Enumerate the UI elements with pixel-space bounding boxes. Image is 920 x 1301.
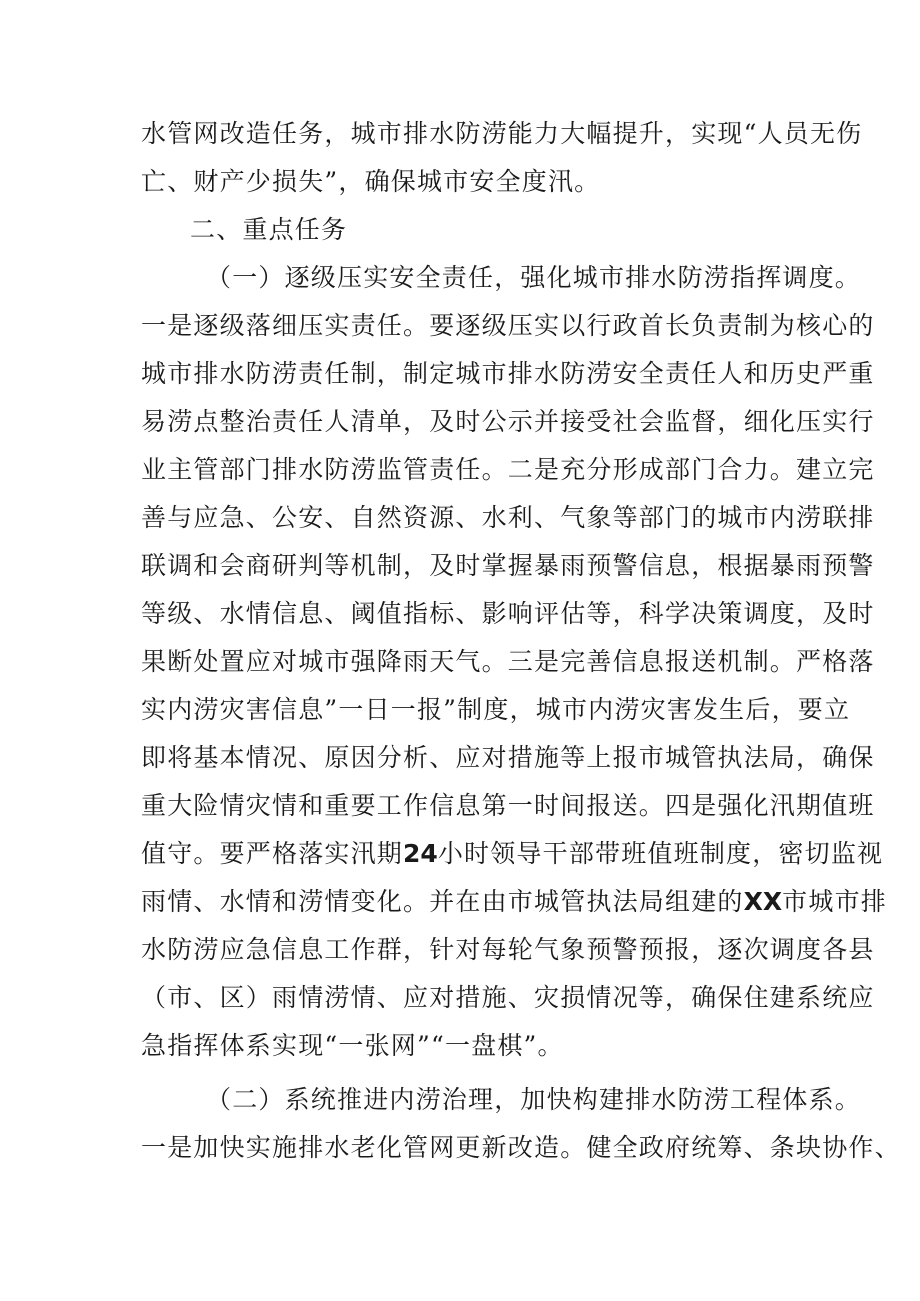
text-line: 实内涝灾害信息”一日一报”制度，城市内涝灾害发生后，要立 <box>141 695 851 724</box>
text-line: 水防涝应急信息工作群，针对每轮气象预警预报，逐次调度各县 <box>141 935 875 964</box>
text-line: 一是逐级落细压实责任。要逐级压实以行政首长负责制为核心的 <box>141 311 875 340</box>
subsection-heading: （一）逐级压实安全责任，强化城市排水防涝指挥调度。 <box>206 263 862 292</box>
text-line: 重大险情灾情和重要工作信息第一时间报送。四是强化汛期值班 <box>141 791 875 820</box>
text-line: 急指挥体系实现“一张网”“一盘棋”。 <box>141 1031 564 1060</box>
section-heading: 二、重点任务 <box>190 215 348 244</box>
text-line: 即将基本情况、原因分析、应对措施等上报市城管执法局，确保 <box>141 743 875 772</box>
number-24: 24 <box>403 839 438 868</box>
text-line: 水管网改造任务，城市排水防涝能力大幅提升，实现“人员无伤 <box>141 119 863 148</box>
text-line: 一是加快实施排水老化管网更新改造。健全政府统筹、条块协作、 <box>141 1133 901 1162</box>
text-line: 联调和会商研判等机制，及时掌握暴雨预警信息，根据暴雨预警 <box>141 551 875 580</box>
text-line: 等级、水情信息、阈值指标、影响评估等，科学决策调度，及时 <box>141 599 875 628</box>
text-line: 果断处置应对城市强降雨天气。三是完善信息报送机制。严格落 <box>141 647 875 676</box>
text-line: 业主管部门排水防涝监管责任。二是充分形成部门合力。建立完 <box>141 455 875 484</box>
text-segment: 市城市排 <box>782 887 887 916</box>
text-line <box>141 834 884 874</box>
subsection-heading: （二）系统推进内涝治理，加快构建排水防涝工程体系。 <box>206 1085 862 1114</box>
text-line: 易涝点整治责任人清单，及时公示并接受社会监督，细化压实行 <box>141 407 875 436</box>
text-segment: 小时领导干部带班值班制度，密切监视 <box>437 839 884 868</box>
text-segment: 值守。要严格落实汛期 <box>141 839 404 868</box>
text-segment: 雨情、水情和涝情变化。并在由市城管执法局组建的 <box>141 887 744 916</box>
text-line: 城市排水防涝责任制，制定城市排水防涝安全责任人和历史严重 <box>141 359 875 388</box>
text-line <box>141 882 887 922</box>
text-line: 亡、财产少损失”，确保城市安全度汛。 <box>141 167 601 196</box>
text-line: （市、区）雨情涝情、应对措施、灾损情况等，确保住建系统应 <box>141 983 875 1012</box>
text-line: 善与应急、公安、自然资源、水利、气象等部门的城市内涝联排 <box>141 503 875 532</box>
placeholder-code: XX <box>743 887 783 916</box>
